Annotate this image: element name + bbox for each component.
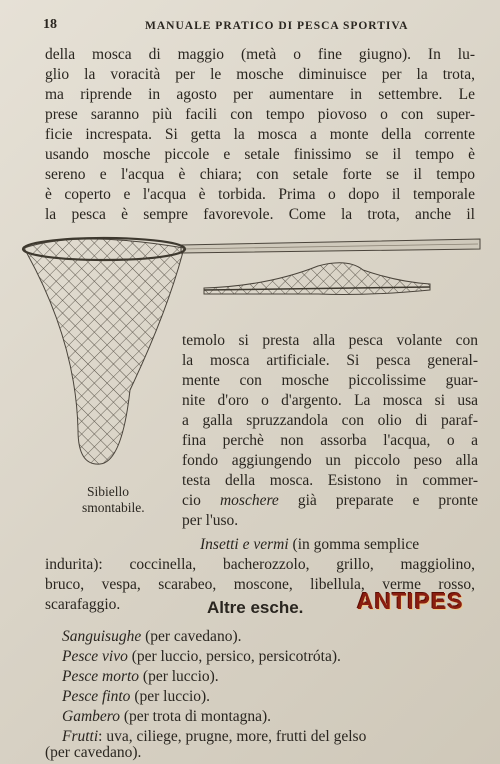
text-line: testa della mosca. Esistono in commer-	[182, 472, 478, 489]
text-line: è coperto e l'acqua è torbida. Prima o dopo il temporale	[45, 186, 475, 203]
text-line: a galla spruzzandola con olio di paraf-	[182, 412, 478, 429]
text-line: (per cavedano).	[45, 744, 142, 761]
illustration-caption: Sibiello	[87, 484, 130, 499]
list-item: Pesce vivo (per luccio, persico, persicotróta).	[62, 648, 341, 665]
list-item: Pesce morto (per luccio).	[62, 668, 219, 685]
text-line: per l'uso.	[182, 512, 239, 529]
illustration-caption: smontabile.	[82, 500, 145, 515]
running-header: MANUALE PRATICO DI PESCA SPORTIVA	[145, 20, 409, 32]
text-line: della mosca di maggio (metà o fine giugno). In lu-	[45, 46, 475, 63]
text-line: la pesca è sempre favorevole. Come la trota, anche il	[45, 206, 475, 223]
text-line: la mosca artificiale. Si pesca general-	[182, 352, 478, 369]
list-item: Frutti: uva, ciliege, prugne, more, frutti del gelso	[62, 728, 367, 745]
text-line: indurita): coccinella, bacherozzolo, grillo, maggiolino,	[45, 556, 475, 573]
page-number: 18	[43, 17, 57, 32]
watermark-logo: ANTIPES	[357, 588, 464, 614]
text-line: scarafaggio.	[45, 596, 121, 613]
text-line: fina perchè non assorba l'acqua, o a	[182, 432, 478, 449]
text-line: fondo aggiungendo un piccolo peso alla	[182, 452, 478, 469]
text-line: usando mosche piccole e setale finissimo se il tempo è	[45, 146, 475, 163]
text-line: ficie increspata. Si getta la mosca a monte della corrente	[45, 126, 475, 143]
text-line: ma riprende in agosto per aumentare in settembre. Le	[45, 86, 475, 103]
list-item: Sanguisughe (per cavedano).	[62, 628, 242, 645]
list-item: Gambero (per trota di montagna).	[62, 708, 272, 725]
text-line: mente con mosche piccolissime guar-	[182, 372, 478, 389]
section-heading: Altre esche.	[207, 598, 304, 617]
text-line: Insetti e vermi (in gomma semplice	[200, 536, 420, 553]
text-line: prese saranno più facili con tempo piovoso o con super-	[45, 106, 475, 123]
text-line: bruco, vespa, scarabeo, moscone, libellula, verme rosso,	[45, 576, 475, 593]
text-line: glio la voracità per le mosche diminuisce per la trota,	[45, 66, 475, 83]
text-line: nite d'oro o d'argento. La mosca si usa	[182, 392, 478, 409]
text-line: temolo si presta alla pesca volante con	[182, 332, 478, 349]
text-line: cio moschere già preparate e pronte	[182, 492, 479, 509]
list-item: Pesce finto (per luccio).	[62, 688, 211, 705]
text-line: sereno e l'acqua è chiara; con setale forte se il tempo	[45, 166, 475, 183]
